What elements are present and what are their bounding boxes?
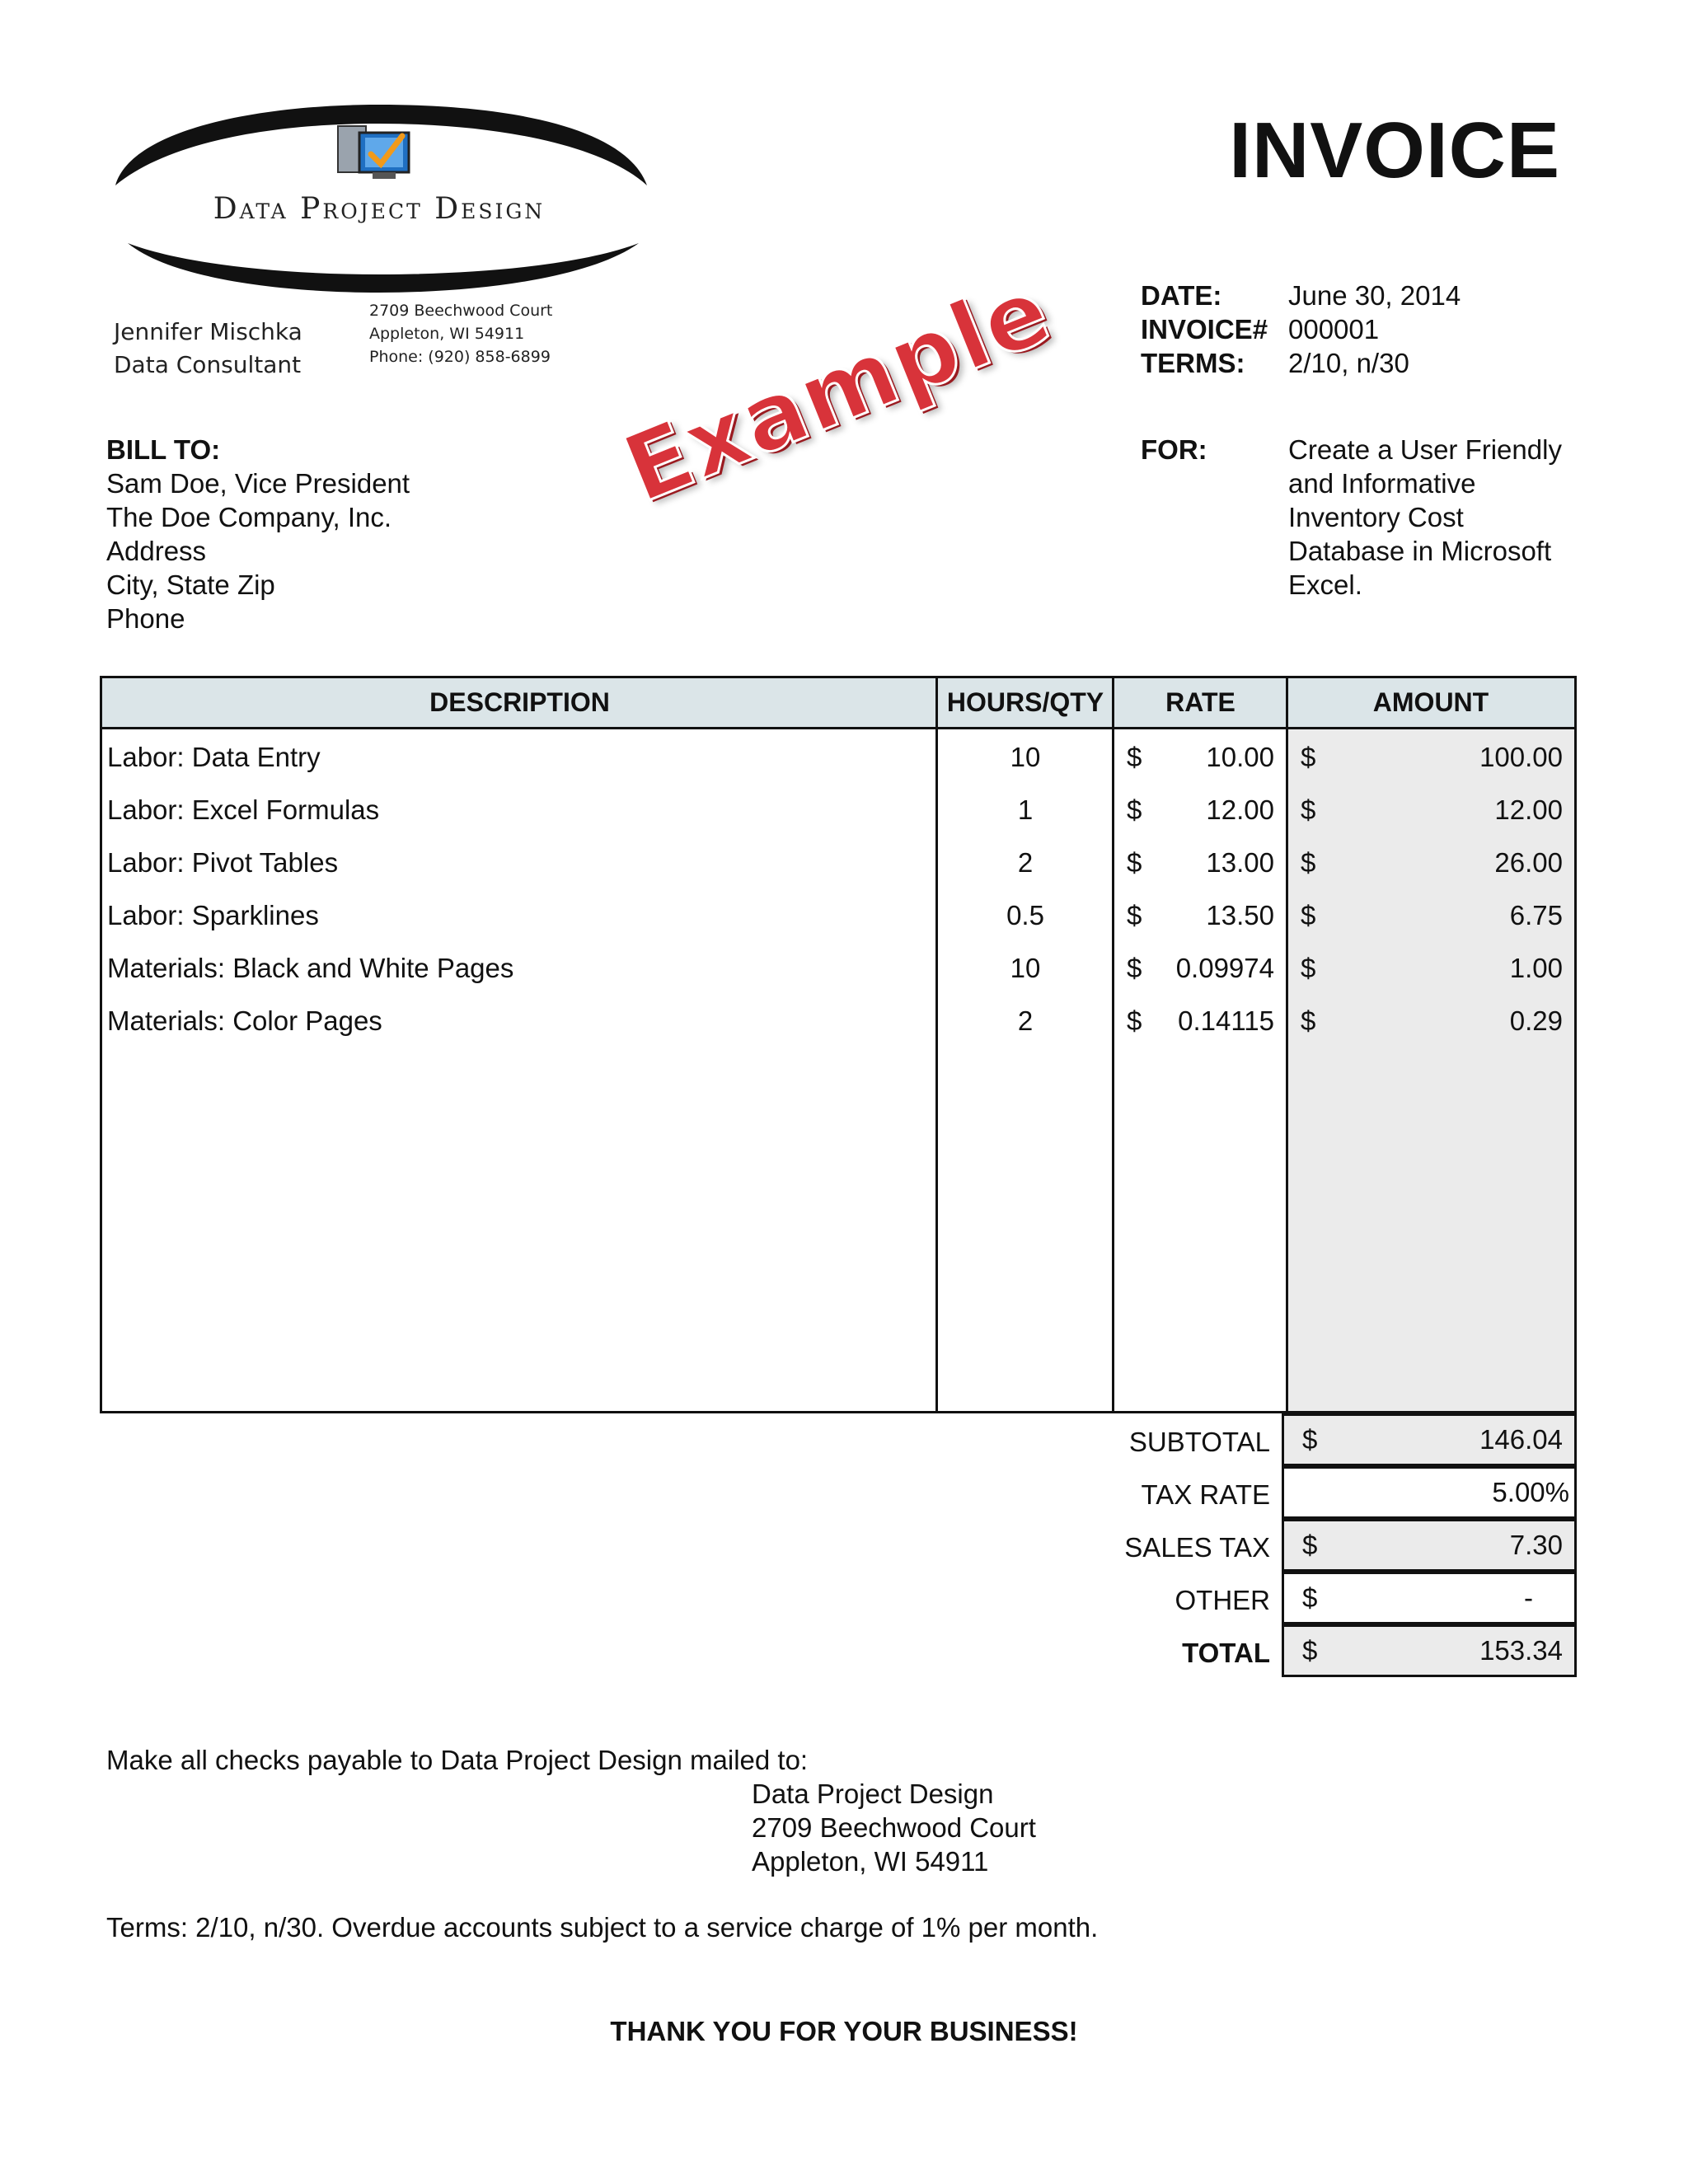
item-rate: 13.00 — [1206, 847, 1274, 878]
item-description: Labor: Pivot Tables — [107, 847, 339, 878]
other-box — [1282, 1572, 1577, 1624]
item-qty: 10 — [1010, 742, 1041, 772]
bill-to-label: BILL TO: — [106, 434, 221, 465]
item-description: Labor: Sparklines — [107, 900, 319, 930]
for-line: Database in Microsoft — [1288, 536, 1552, 566]
logo-graphic — [99, 95, 659, 301]
item-description: Labor: Data Entry — [107, 742, 321, 772]
item-rate: 12.00 — [1206, 794, 1274, 825]
currency-symbol: $ — [1127, 900, 1142, 930]
table-row — [102, 942, 1574, 995]
currency-symbol: $ — [1301, 742, 1316, 772]
bill-to-line: Phone — [106, 603, 185, 634]
for-description — [1288, 433, 1562, 602]
item-rate: 0.09974 — [1175, 953, 1274, 983]
currency-symbol: $ — [1301, 847, 1316, 878]
header-hours-qty: HOURS/QTY — [937, 678, 1114, 729]
item-qty: 0.5 — [1006, 900, 1044, 930]
thank-you-message: THANK YOU FOR YOUR BUSINESS! — [610, 2016, 1078, 2046]
company-address-line1: 2709 Beechwood Court — [369, 302, 553, 320]
example-stamp: Example — [610, 256, 1065, 524]
sales-tax-box — [1282, 1519, 1577, 1572]
total-value: 153.34 — [1479, 1635, 1563, 1666]
subtotal-label: SUBTOTAL — [1128, 1427, 1270, 1457]
invoice-title: INVOICE — [1229, 106, 1560, 194]
table-row — [102, 784, 1574, 837]
item-amount: 26.00 — [1494, 847, 1563, 878]
item-qty: 2 — [1017, 1005, 1034, 1036]
terms-label: TERMS: — [1141, 348, 1245, 378]
item-rate: 0.14115 — [1178, 1005, 1274, 1036]
item-description: Materials: Color Pages — [107, 1005, 382, 1036]
item-qty: 1 — [1017, 794, 1034, 825]
currency-symbol: $ — [1301, 1005, 1316, 1036]
table-row — [102, 837, 1574, 889]
for-line: Create a User Friendly — [1288, 434, 1562, 465]
bill-to-line: Sam Doe, Vice President — [106, 468, 410, 499]
currency-symbol: $ — [1127, 953, 1142, 983]
table-row — [102, 995, 1574, 1047]
currency-symbol: $ — [1127, 1005, 1142, 1036]
bill-to-block — [106, 433, 410, 635]
mailing-line: 2709 Beechwood Court — [752, 1812, 1036, 1843]
header-rate: RATE — [1114, 678, 1287, 729]
sales-tax-value: 7.30 — [1509, 1530, 1563, 1560]
terms-note: Terms: 2/10, n/30. Overdue accounts subject to a service charge of 1% per month. — [106, 1912, 1099, 1943]
subtotal-value: 146.04 — [1479, 1424, 1563, 1455]
for-line: and Informative — [1288, 468, 1476, 499]
item-rate: 10.00 — [1206, 742, 1274, 772]
currency-symbol: $ — [1302, 1424, 1318, 1455]
contact-title: Data Consultant — [114, 351, 302, 378]
item-description: Labor: Excel Formulas — [107, 794, 380, 825]
company-phone: Phone: (920) 858-6899 — [369, 348, 551, 366]
contact-name: Jennifer Mischka — [114, 318, 302, 345]
tax-rate-label: TAX RATE — [1141, 1479, 1270, 1510]
currency-symbol: $ — [1127, 847, 1142, 878]
item-amount: 6.75 — [1509, 900, 1563, 930]
table-row — [102, 731, 1574, 784]
company-logo — [99, 95, 659, 301]
currency-symbol: $ — [1301, 953, 1316, 983]
currency-symbol: $ — [1302, 1530, 1318, 1560]
company-address-line2: Appleton, WI 54911 — [369, 325, 525, 343]
for-label: FOR: — [1141, 434, 1207, 465]
payable-note: Make all checks payable to Data Project Design mailed to: — [106, 1745, 809, 1775]
subtotal-box — [1282, 1413, 1577, 1466]
computer-checkmark-icon — [338, 126, 409, 179]
for-line: Excel. — [1288, 569, 1362, 600]
mailing-line: Appleton, WI 54911 — [752, 1846, 989, 1877]
item-description: Materials: Black and White Pages — [107, 953, 514, 983]
sales-tax-label: SALES TAX — [1124, 1532, 1270, 1563]
other-label: OTHER — [1175, 1585, 1270, 1615]
table-row — [102, 889, 1574, 942]
total-label: TOTAL — [1182, 1638, 1270, 1668]
logo-text: Data Project Design — [213, 192, 546, 226]
item-amount: 100.00 — [1479, 742, 1563, 772]
currency-symbol: $ — [1127, 794, 1142, 825]
header-amount: AMOUNT — [1287, 678, 1574, 729]
bill-to-line: City, State Zip — [106, 569, 275, 600]
total-box — [1282, 1624, 1577, 1677]
mailing-address — [752, 1777, 1036, 1878]
bill-to-line: Address — [106, 536, 207, 566]
item-qty: 2 — [1017, 847, 1034, 878]
item-amount: 0.29 — [1509, 1005, 1563, 1036]
for-line: Inventory Cost — [1288, 502, 1464, 532]
item-amount: 12.00 — [1494, 794, 1563, 825]
invoice-number-label: INVOICE# — [1141, 314, 1268, 344]
invoice-number-value: 000001 — [1288, 314, 1380, 344]
currency-symbol: $ — [1302, 1582, 1318, 1613]
item-qty: 10 — [1010, 953, 1041, 983]
date-label: DATE: — [1141, 280, 1222, 311]
currency-symbol: $ — [1301, 900, 1316, 930]
tax-rate-value: 5.00% — [1492, 1477, 1569, 1507]
mailing-line: Data Project Design — [752, 1779, 994, 1809]
header-description: DESCRIPTION — [102, 678, 937, 729]
date-value: June 30, 2014 — [1288, 280, 1461, 311]
currency-symbol: $ — [1301, 794, 1316, 825]
terms-value: 2/10, n/30 — [1288, 348, 1409, 378]
other-value: - — [1524, 1582, 1533, 1613]
item-rate: 13.50 — [1206, 900, 1274, 930]
item-amount: 1.00 — [1509, 953, 1563, 983]
bill-to-line: The Doe Company, Inc. — [106, 502, 392, 532]
items-table — [100, 676, 1577, 1413]
currency-symbol: $ — [1127, 742, 1142, 772]
tax-rate-box — [1282, 1466, 1577, 1519]
currency-symbol: $ — [1302, 1635, 1318, 1666]
